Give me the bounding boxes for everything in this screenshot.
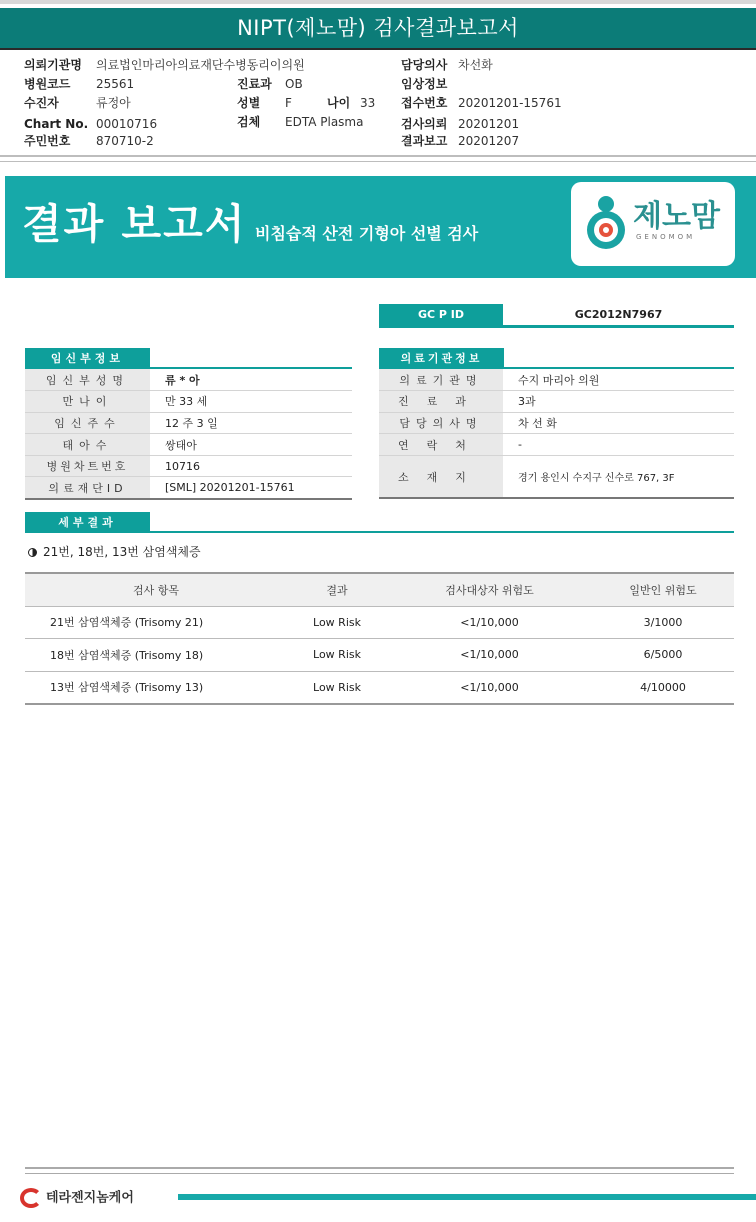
doctor-label: 담당의사 <box>401 58 448 72</box>
hospital-chart-value: 10716 <box>150 455 352 477</box>
detail-results-tab: 세부결과 <box>25 512 150 533</box>
detail-heading-text: 21번, 18번, 13번 삼염색체증 <box>43 545 201 559</box>
footer-bar <box>178 1194 756 1200</box>
resident-no-value: 870710-2 <box>96 134 154 148</box>
result-cell: Low Risk <box>287 671 387 704</box>
institution-info-table <box>379 369 734 499</box>
result-cell: Low Risk <box>287 606 387 639</box>
footer-divider-thin <box>25 1173 734 1174</box>
subject-risk-cell: <1/10,000 <box>387 639 592 672</box>
test-request-label: 검사의뢰 <box>401 117 448 131</box>
subject-risk-cell: <1/10,000 <box>387 671 592 704</box>
address-value: 경기 용인시 수지구 신수로 767, 3F <box>503 455 734 498</box>
hospital-code-field <box>24 76 134 92</box>
sex-field <box>237 95 327 111</box>
gcp-id-label: GC P ID <box>379 304 503 326</box>
institution-value: 의료법인마리아의료재단수병동리이의원 <box>96 58 305 72</box>
fetus-count-label: 태아수 <box>25 434 150 456</box>
receipt-no-label: 접수번호 <box>401 96 448 110</box>
specimen-value: EDTA Plasma <box>285 115 364 129</box>
pregnant-name-label: 임신부성명 <box>25 369 150 391</box>
specimen-field <box>237 114 363 130</box>
institution-name-label: 의료기관명 <box>379 369 503 391</box>
receipt-no-value: 20201201-15761 <box>458 96 562 110</box>
chart-no-label: Chart No. <box>24 117 89 131</box>
fetus-count-value: 쌍태아 <box>150 434 352 456</box>
col-subject-risk: 검사대상자 위험도 <box>387 573 592 606</box>
pregnant-name-value: 류 * 아 <box>150 369 352 391</box>
receipt-no-field <box>401 95 562 111</box>
result-report-label: 결과보고 <box>401 134 448 148</box>
doctor-value: 차선화 <box>458 58 493 72</box>
table-row <box>379 412 734 434</box>
chart-no-value: 00010716 <box>96 117 158 131</box>
hospital-chart-label: 병원차트번호 <box>25 455 150 477</box>
department-field <box>237 76 303 92</box>
table-header-row <box>25 573 734 606</box>
foundation-id-value: [SML] 20201201-15761 <box>150 477 352 499</box>
detail-heading <box>28 544 201 560</box>
hospital-code-value: 25561 <box>96 77 135 91</box>
title-underline <box>0 48 756 50</box>
specimen-label: 검체 <box>237 115 261 129</box>
results-table <box>25 572 734 705</box>
contact-value: - <box>503 434 734 456</box>
test-item-cell: 13번 삼염색체증 (Trisomy 13) <box>25 671 287 704</box>
logo-subtext: GENOMOM <box>636 233 696 241</box>
top-border <box>0 0 756 4</box>
report-title: NIPT(제노맘) 검사결과보고서 <box>0 8 756 48</box>
clinical-label: 임상정보 <box>401 77 448 91</box>
gestation-label: 임신주수 <box>25 412 150 434</box>
subject-risk-cell: <1/10,000 <box>387 606 592 639</box>
table-row <box>25 391 352 413</box>
company-name: 테라젠지놈케어 <box>46 1190 134 1206</box>
table-row <box>379 455 734 498</box>
pregnant-info-table <box>25 369 352 500</box>
banner-title: 결과 보고서 <box>22 200 247 248</box>
table-row <box>25 639 734 672</box>
company-mark-icon <box>20 1188 42 1208</box>
department-value: OB <box>285 77 303 91</box>
logo-text: 제노맘 <box>633 199 720 234</box>
detail-results-line <box>25 531 734 533</box>
age-row-value: 만 33 세 <box>150 391 352 413</box>
test-item-cell: 21번 삼염색체증 (Trisomy 21) <box>25 606 287 639</box>
recipient-field <box>24 95 131 111</box>
result-report-value: 20201207 <box>458 134 520 148</box>
col-result: 결과 <box>287 573 387 606</box>
table-row <box>25 477 352 499</box>
sex-label: 성별 <box>237 96 261 110</box>
age-value: 33 <box>360 96 376 110</box>
resident-no-field <box>24 133 154 149</box>
recipient-label: 수진자 <box>24 96 59 110</box>
gestation-value: 12 주 3 일 <box>150 412 352 434</box>
general-risk-cell: 3/1000 <box>592 606 734 639</box>
dept-row-value: 3과 <box>503 391 734 413</box>
dept-row-label: 진료과 <box>379 391 503 413</box>
institution-name-value: 수지 마리아 의원 <box>503 369 734 391</box>
age-label: 나이 <box>327 96 351 110</box>
recipient-value: 류정아 <box>96 96 131 110</box>
result-cell: Low Risk <box>287 639 387 672</box>
institution-label: 의뢰기관명 <box>24 58 82 72</box>
col-general-risk: 일반인 위험도 <box>592 573 734 606</box>
gcp-underline <box>379 326 734 328</box>
table-row <box>25 606 734 639</box>
pregnant-info-tab: 임신부정보 <box>25 348 150 369</box>
age-row-label: 만나이 <box>25 391 150 413</box>
test-request-field <box>401 116 519 132</box>
half-circle-icon <box>28 548 37 557</box>
table-row <box>25 412 352 434</box>
hospital-code-label: 병원코드 <box>24 77 71 91</box>
institution-field <box>24 57 305 73</box>
clinical-field <box>401 76 458 92</box>
doctor-name-label: 담당의사명 <box>379 412 503 434</box>
banner-subtitle: 비침습적 산전 기형아 선별 검사 <box>255 224 479 243</box>
test-item-cell: 18번 삼염색체증 (Trisomy 18) <box>25 639 287 672</box>
header-divider <box>0 155 756 157</box>
footer-divider <box>25 1167 734 1169</box>
department-label: 진료과 <box>237 77 272 91</box>
doctor-name-value: 차 선 화 <box>503 412 734 434</box>
table-row <box>25 434 352 456</box>
general-risk-cell: 4/10000 <box>592 671 734 704</box>
doctor-field <box>401 57 493 73</box>
sex-value: F <box>285 96 292 110</box>
table-row <box>25 369 352 391</box>
test-request-value: 20201201 <box>458 117 520 131</box>
table-row <box>25 455 352 477</box>
chart-no-field <box>24 116 157 132</box>
contact-label: 연락처 <box>379 434 503 456</box>
header-divider-thin <box>0 161 756 162</box>
table-row <box>379 434 734 456</box>
table-row <box>379 369 734 391</box>
address-label: 소재지 <box>379 455 503 498</box>
general-risk-cell: 6/5000 <box>592 639 734 672</box>
genomom-emblem-icon <box>582 190 632 254</box>
gcp-id-value: GC2012N7967 <box>503 304 734 326</box>
result-report-field <box>401 133 519 149</box>
company-logo <box>20 1188 134 1209</box>
age-field <box>327 95 375 111</box>
resident-no-label: 주민번호 <box>24 134 71 148</box>
foundation-id-label: 의료재단ID <box>25 477 150 499</box>
institution-info-tab: 의료기관정보 <box>379 348 504 369</box>
table-row <box>25 671 734 704</box>
col-test-item: 검사 항목 <box>25 573 287 606</box>
table-row <box>379 391 734 413</box>
